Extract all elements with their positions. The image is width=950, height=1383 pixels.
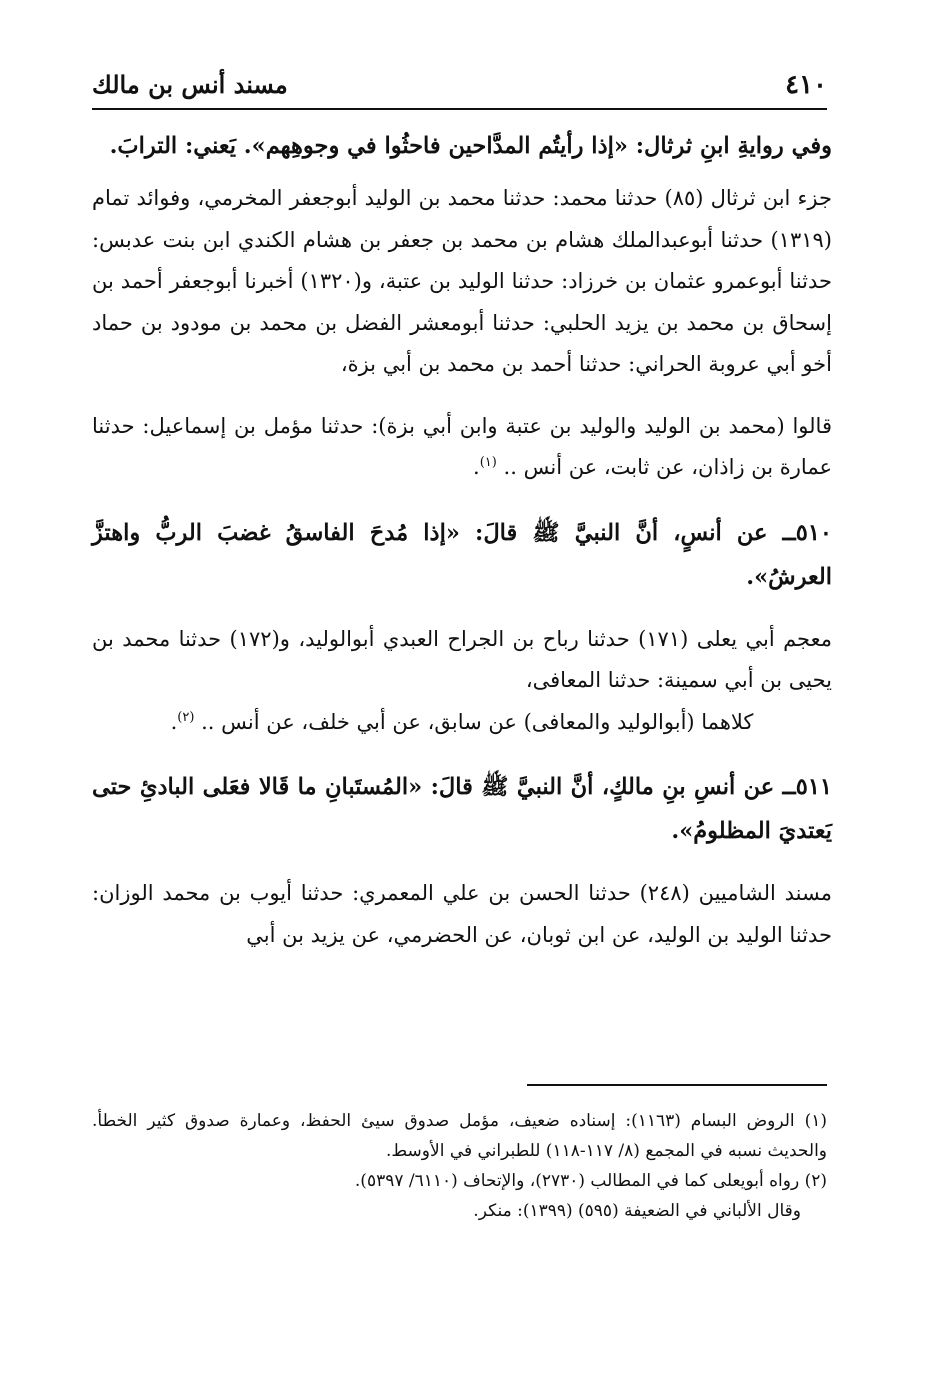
footnote-1: (١) الروض البسام (١١٦٣): إسناده ضعيف، مؤمل صدوق سيئ الحفظ، وعمارة صدوق كثير الخطأ. والحديث نسبه في المجمع (٨/ ١١٧-١١٨) للطبراني في الأوسط. xyxy=(92,1111,827,1161)
footnote-divider xyxy=(527,1084,827,1086)
chain-paragraph-510: كلاهما (أبوالوليد والمعافى) عن سابق، عن أبي خلف، عن أنس .. $^{(٢)}$. xyxy=(170,709,754,734)
main-text xyxy=(92,124,832,956)
running-title: مسند أنس بن مالك xyxy=(92,70,288,99)
chain-text: قالوا (محمد بن الوليد والوليد بن عتبة وابن أبي بزة): حدثنا مؤمل بن إسماعيل: حدثنا عمارة بن زاذان، عن ثابت، عن أنس .. xyxy=(92,413,832,479)
source-paragraph: جزء ابن ثرثال (٨٥) حدثنا محمد: حدثنا محمد بن الوليد أبوجعفر المخرمي، وفوائد تمام (١٣١٩) حدثنا أبوعبدالملك هشام بن محمد بن جعفر بن هشام الكندي ابن بنت عدبس: حدثنا أبوعمرو عثمان بن خرزاد: حدثنا الوليد بن عتبة، و(١٣٢٠) أخبرنا أبوجعفر أحمد بن إسحاق بن محمد بن يزيد الحلبي: حدثنا أبومعشر الفضل بن محمد بن مودود بن حماد أخو أبي عروبة الحراني: حدثنا أحمد بن محمد بن أبي بزة، xyxy=(92,186,832,376)
source-paragraph-510: معجم أبي يعلى (١٧١) حدثنا رباح بن الجراح العبدي أبوالوليد، و(١٧٢) حدثنا محمد بن يحيى بن أبي سمينة: حدثنا المعافى، xyxy=(92,626,832,692)
footnote-marker-2: (٢) xyxy=(177,709,195,725)
page-header xyxy=(92,68,827,104)
page-number: ٤١٠ xyxy=(785,70,827,100)
chain-paragraph: قالوا (محمد بن الوليد والوليد بن عتبة وابن أبي بزة): حدثنا مؤمل بن إسماعيل: حدثنا عمارة بن زاذان، عن ثابت، عن أنس .. $^{(١)}$. xyxy=(92,413,832,479)
narration-line: وفي روايةِ ابنِ ثرثال: «إذا رأيتُم المدَّاحين فاحثُوا في وجوهِهم». يَعني: الترابَ. xyxy=(109,133,832,159)
hadith-510: ٥١٠ــ عن أنسٍ، أنَّ النبيَّ ﷺ قالَ: «إذا مُدحَ الفاسقُ غضبَ الربُّ واهتزَّ العرشُ». xyxy=(92,519,832,590)
chain-text-510: كلاهما (أبوالوليد والمعافى) عن سابق، عن أبي خلف، عن أنس .. xyxy=(201,709,754,734)
footnote-2: (٢) رواه أبويعلى كما في المطالب (٢٧٣٠)، والإتحاف (٦١١٠/ ٥٣٩٧). xyxy=(354,1171,827,1191)
header-divider xyxy=(92,108,827,110)
footnote-2-continuation: وقال الألباني في الضعيفة (٥٩٥) (١٣٩٩): منكر. xyxy=(473,1201,801,1221)
footnote-marker-1: (١) xyxy=(479,455,497,470)
source-paragraph-511: مسند الشاميين (٢٤٨) حدثنا الحسن بن علي المعمري: حدثنا أيوب بن محمد الوزان: حدثنا الوليد بن الوليد، عن ابن ثوبان، عن الحضرمي، عن يزيد بن أبي xyxy=(92,881,832,947)
hadith-511: ٥١١ــ عن أنسِ بنِ مالكٍ، أنَّ النبيَّ ﷺ قالَ: «المُستَبانِ ما قَالا فعَلى البادئِ حتى يَعتديَ المظلومُ». xyxy=(92,774,832,844)
footnotes xyxy=(92,1106,827,1226)
